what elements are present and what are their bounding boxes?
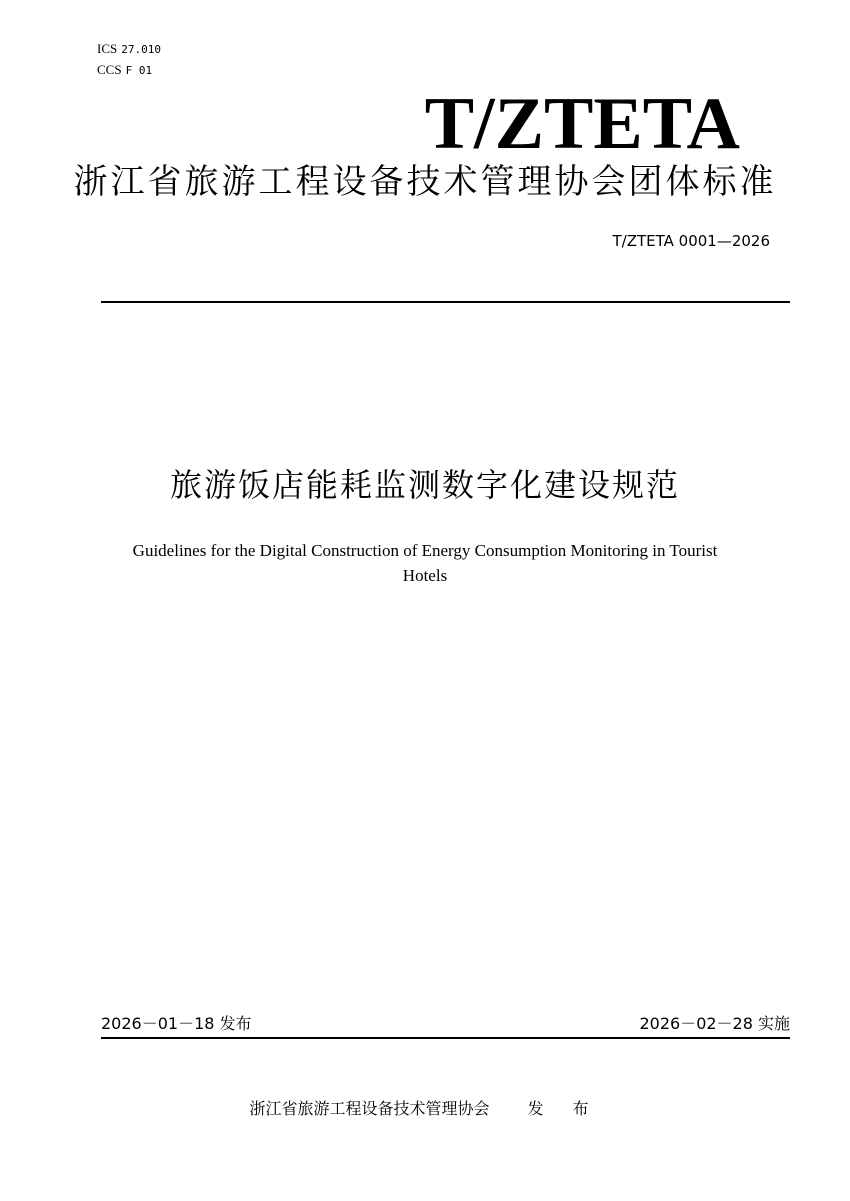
- publisher-line: [0, 1098, 850, 1120]
- ics-value: 27.010: [121, 43, 161, 56]
- ccs-value: F 01: [125, 64, 153, 77]
- bottom-divider: [101, 1037, 790, 1039]
- ics-classification: [97, 42, 161, 57]
- standard-number: T/ZTETA 0001—2026: [612, 232, 770, 250]
- organization-standard-title: 浙江省旅游工程设备技术管理协会团体标准: [73, 162, 777, 202]
- publish-action: 发 布: [527, 1099, 601, 1118]
- publisher-name: 浙江省旅游工程设备技术管理协会: [249, 1099, 490, 1118]
- document-title: 旅游饭店能耗监测数字化建设规范: [169, 466, 680, 504]
- ccs-label: CCS: [97, 62, 122, 77]
- issue-date: 2026－01－18 发布: [101, 1014, 252, 1033]
- implementation-date: 2026－02－28 实施: [639, 1014, 790, 1033]
- standard-code-logo: T/ZTETA: [424, 83, 740, 165]
- ccs-classification: [97, 63, 152, 78]
- ics-label: ICS: [97, 41, 118, 56]
- document-title-english: Guidelines for the Digital Construction of Energy Consumption Monitoring in Tourist Hotels: [132, 541, 718, 585]
- top-divider: [101, 301, 790, 303]
